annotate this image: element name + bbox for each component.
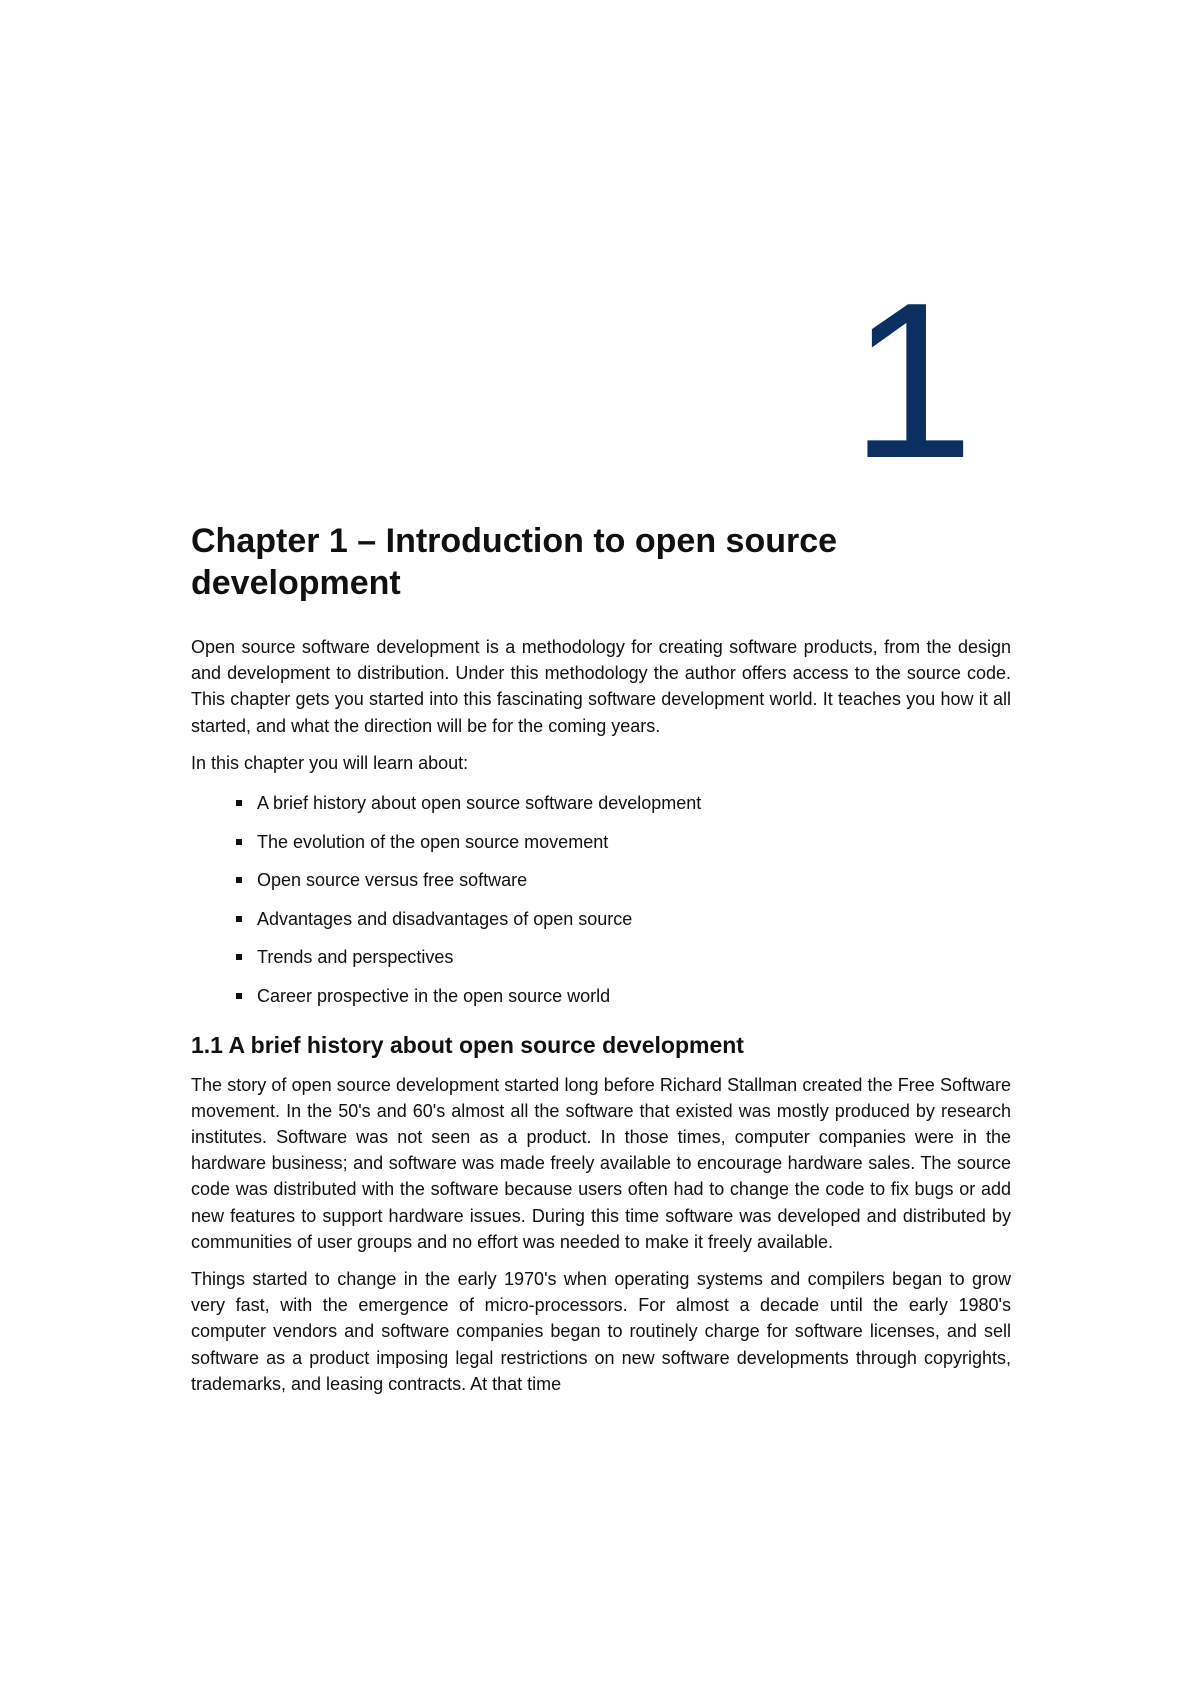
section-paragraph: The story of open source development started long before Richard Stallman created the Free Software movement. In the 50's and 60's almost all the software that existed was mostly produced by research institutes. Software was not seen as a product. In those times, computer companies were in the hardware business; and software was made freely available to encourage hardware sales. The source code was distributed with the software because users often had to change the code to fix bugs or add new features to support hardware issues. During this time software was developed and distributed by communities of user groups and no effort was needed to make it freely available. xyxy=(191,1074,1011,1252)
list-item: Trends and perspectives xyxy=(257,944,1011,970)
list-item: Open source versus free software xyxy=(257,867,1011,893)
bullet-icon xyxy=(236,993,242,999)
chapter-title: Chapter 1 – Introduction to open source development xyxy=(191,522,838,602)
section-paragraph: Things started to change in the early 1970's when operating systems and compilers began to grow very fast, with the emergence of micro-processors. For almost a decade until the early 1980's computer vendors and software companies began to routinely charge for software licenses, and sell software as a product imposing legal restrictions on new software developments through copyrights, trademarks, and leasing contracts. At that time xyxy=(191,1268,1011,1394)
learn-intro: In this chapter you will learn about: xyxy=(191,752,469,773)
section-title: 1.1 A brief history about open source development xyxy=(191,1031,744,1058)
page-content xyxy=(191,520,1011,1408)
learn-list xyxy=(191,790,1011,1009)
intro-paragraph: Open source software development is a methodology for creating software products, from the design and development to distribution. Under this methodology the author offers access to the source code. This chapter gets you started into this fascinating software development world. It teaches you how it all started, and what the direction will be for the coming years. xyxy=(191,637,1011,736)
list-item: The evolution of the open source movement xyxy=(257,829,1011,855)
list-item: A brief history about open source software development xyxy=(257,790,1011,816)
bullet-icon xyxy=(236,916,242,922)
bullet-icon xyxy=(236,877,242,883)
bullet-icon xyxy=(236,800,242,806)
chapter-number: 1 xyxy=(850,257,974,505)
bullet-icon xyxy=(236,954,242,960)
list-item: Advantages and disadvantages of open source xyxy=(257,906,1011,932)
bullet-icon xyxy=(236,839,242,845)
list-item: Career prospective in the open source world xyxy=(257,983,1011,1009)
